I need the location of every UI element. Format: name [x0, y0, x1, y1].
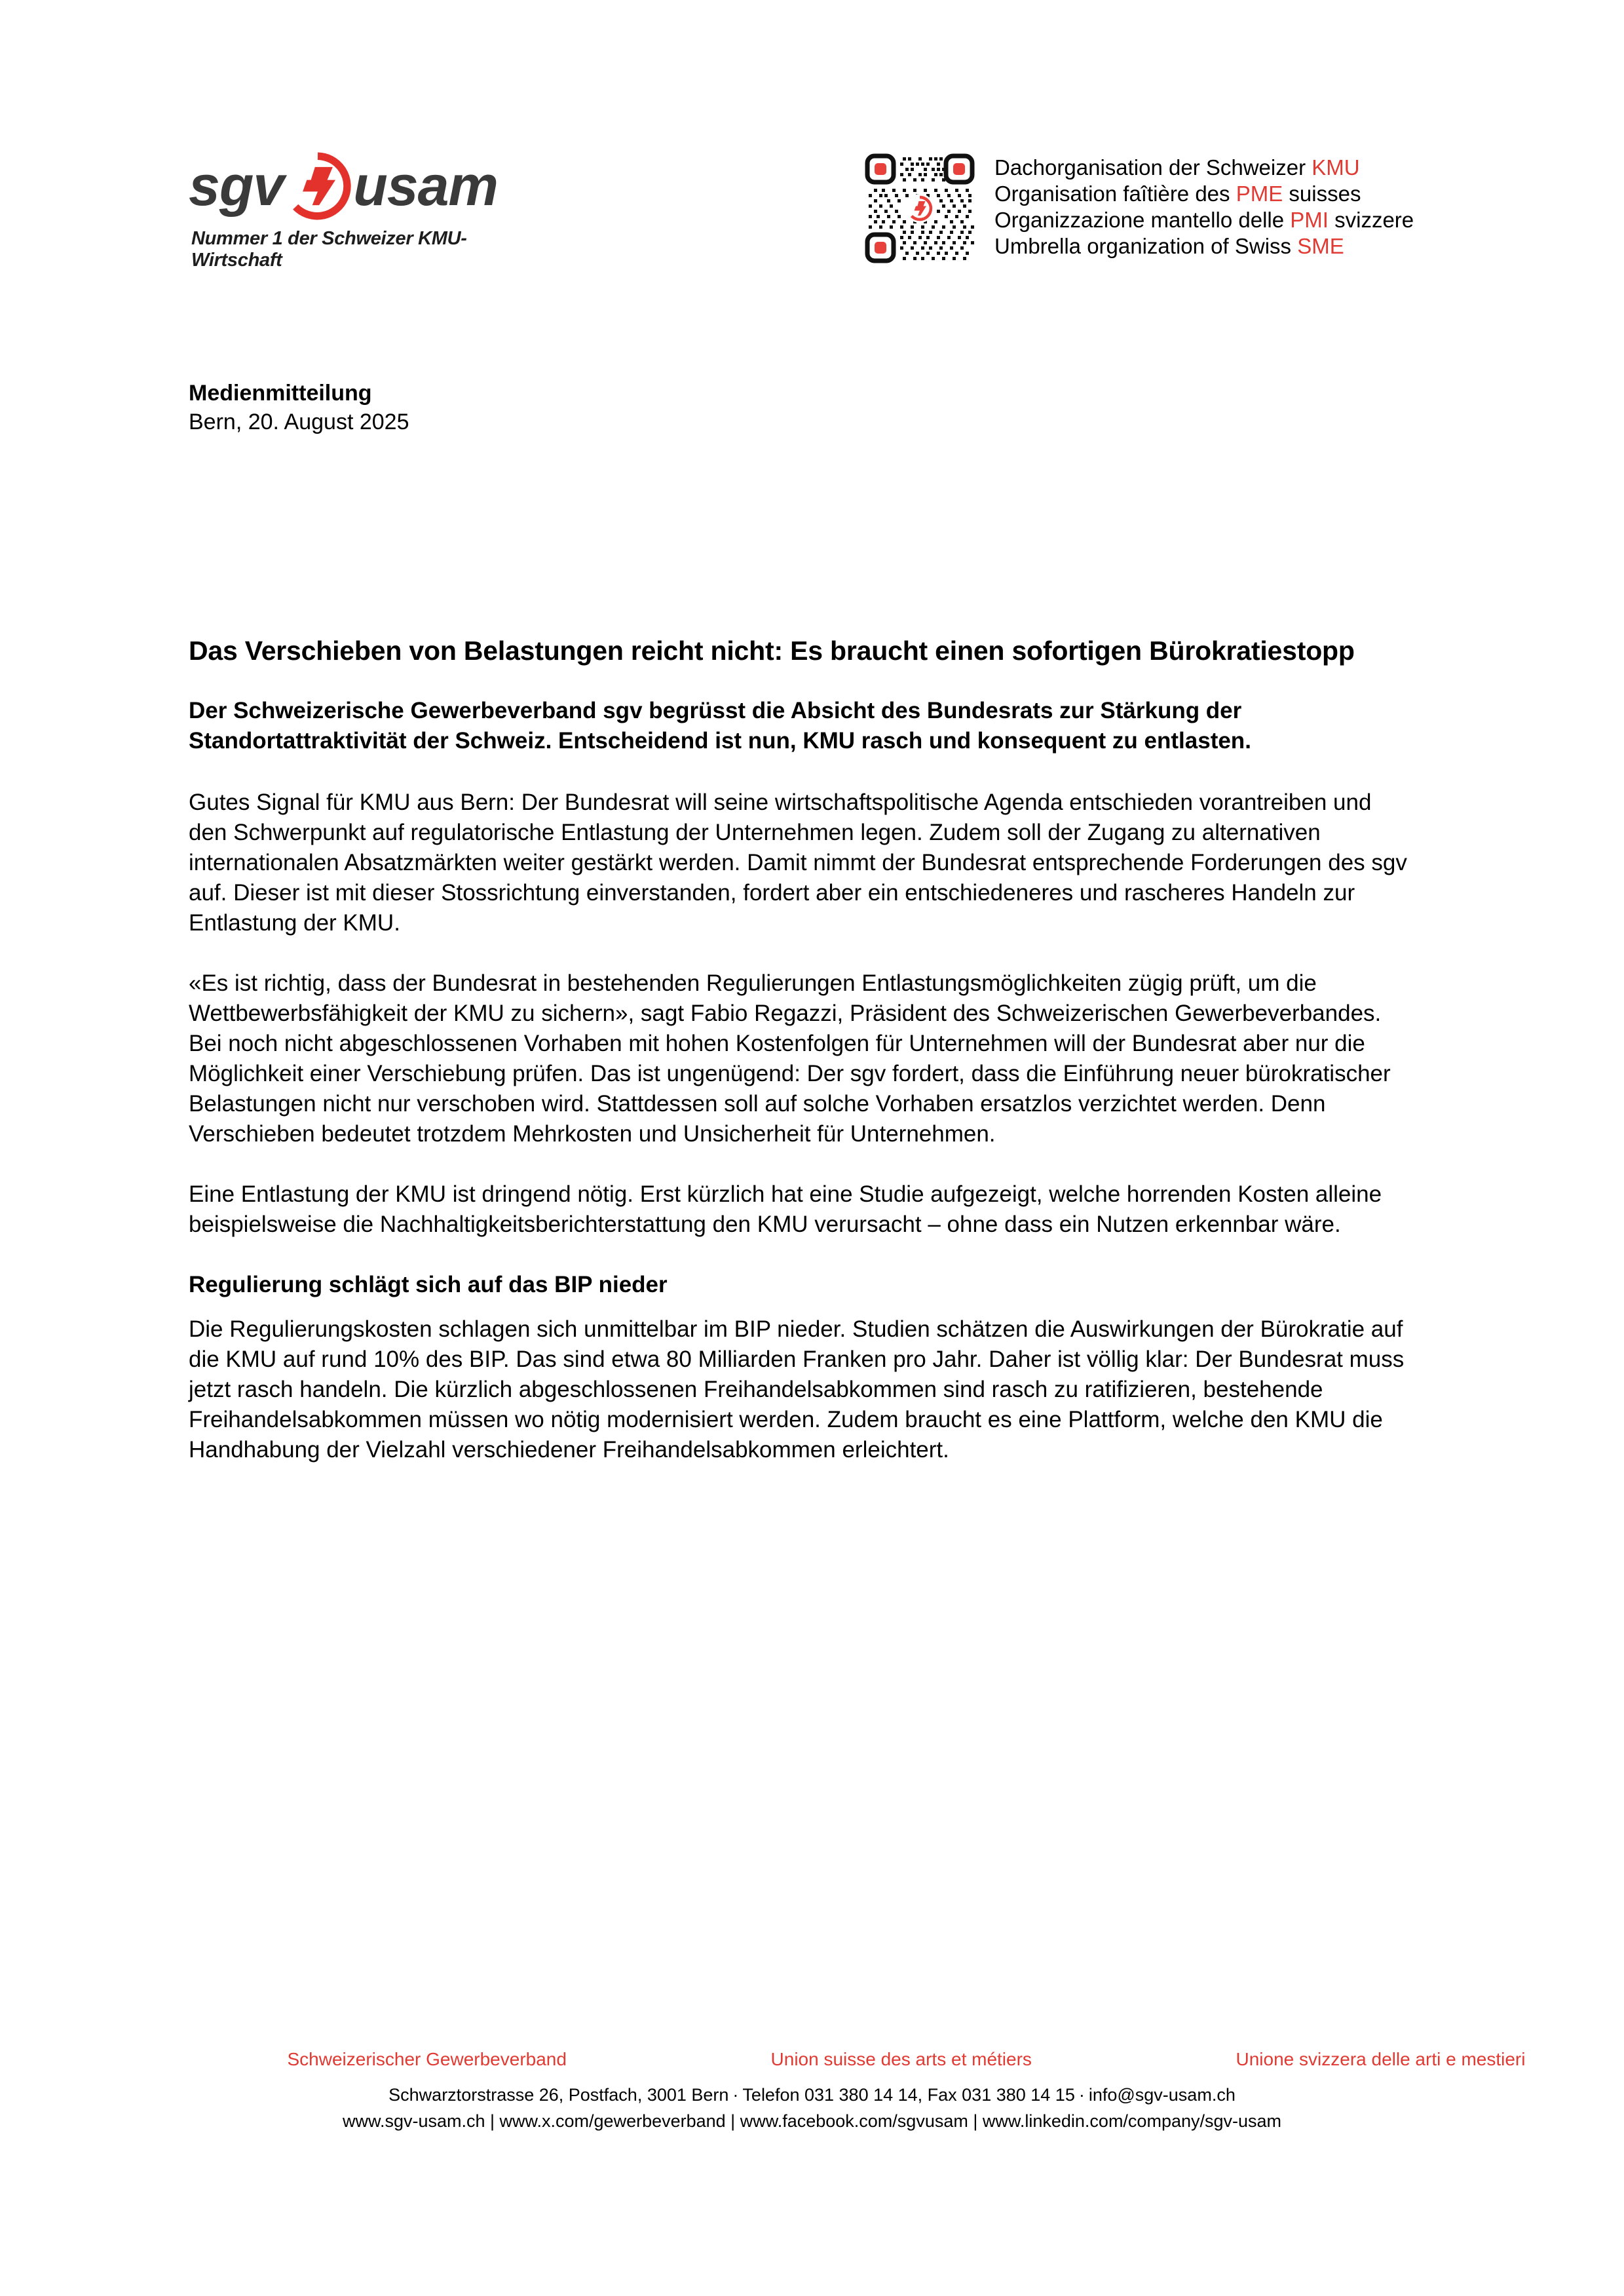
section-subheading: Regulierung schlägt sich auf das BIP nieder — [189, 1272, 668, 1297]
strapline-fr-text: Organisation faîtière des — [994, 182, 1236, 206]
document-meta — [189, 379, 1237, 436]
paragraph-4: Die Regulierungskosten schlagen sich unmittelbar im BIP nieder. Studien schätzen die Auswirkungen der Bürokratie auf die KMU auf rund 10% des BIP. Das sind etwa 80 Milliarden Franken pro Jahr. Daher ist völlig klar: Der Bundesrat muss jetzt rasch handeln. Die kürzlich abgeschlossenen Freihandelsabkommen sind rasch zu ratifizieren, bestehende Freihandelsabkommen müssen wo nötig modernisiert werden. Zudem braucht es eine Plattform, welche den KMU die Handhabung der Vielzahl verschiedener Freihandelsabkommen erleichtert. — [189, 1316, 1405, 1463]
sgv-usam-logo — [189, 149, 556, 271]
footer-separator-2: · — [1078, 2085, 1085, 2105]
footer-links-line[interactable] — [0, 2108, 1624, 2134]
strapline-en — [994, 233, 1414, 259]
footer-separator-1: · — [732, 2085, 739, 2105]
logo-tagline: Nummer 1 der Schweizer KMU-Wirtschaft — [191, 228, 467, 271]
footer-address: Schwarztorstrasse 26, Postfach, 3001 Bern — [388, 2085, 729, 2105]
footer-org-it: Unione svizzera delle arti e mestieri — [1236, 2049, 1526, 2069]
logo-wordmark-row — [189, 149, 556, 223]
document-footer — [0, 2048, 1624, 2134]
place-and-date: Bern, 20. August 2025 — [189, 410, 409, 434]
paragraph-1: Gutes Signal für KMU aus Bern: Der Bundesrat will seine wirtschaftspolitische Agenda entschieden vorantreiben und den Schwerpunkt auf regulatorische Entlastung der Unternehmen legen. Zudem soll der Zugang zu alternativen internationalen Absatzmärkten weiter gestärkt werden. Damit nimmt der Bundesrat entsprechende Forderungen des sgv auf. Dieser ist mit dieser Stossrichtung einverstanden, fordert aber ein entschiedeneres und rascheres Handeln zur Entlastung der KMU. — [189, 790, 1407, 936]
footer-contact-line — [0, 2082, 1624, 2108]
logo-word-usam: usam — [353, 155, 498, 218]
document-type-label: Medienmitteilung — [189, 381, 372, 406]
strapline-fr-after: suisses — [1283, 182, 1361, 206]
page-title: Das Verschieben von Belastungen reicht nicht: Es braucht einen sofortigen Bürokratiestopp — [189, 636, 1355, 666]
qr-code-icon[interactable] — [863, 152, 976, 265]
paragraph-3: Eine Entlastung der KMU ist dringend nötig. Erst kürzlich hat eine Studie aufgezeigt, welche horrenden Kosten alleine beispielsweise die Nachhaltigkeitsberichterstattung den KMU verursacht – ohne dass ein Nutzen erkennbar wäre. — [189, 1181, 1382, 1237]
paragraph-2: «Es ist richtig, dass der Bundesrat in bestehenden Regulierungen Entlastungsmöglichkeiten zügig prüft, um die Wettbewerbsfähigkeit der KMU zu sichern», sagt Fabio Regazzi, Präsident des Schweizerischen Gewerbeverbandes. Bei noch nicht abgeschlossenen Vorhaben mit hohen Kostenfolgen für Unternehmen will der Bundesrat aber nur die Möglichkeit einer Verschiebung prüfen. Das ist ungenügend: Der sgv fordert, dass die Einführung neuer bürokratischer Belastungen nicht nur verschoben wird. Stattdessen soll auf solche Vorhaben ersatzlos verzichtet werden. Denn Verschieben bedeutet trotzdem Mehrkosten und Unsicherheit für Unternehmen. — [189, 970, 1391, 1147]
strapline-fr-highlight: PME — [1236, 182, 1283, 206]
footer-org-de: Schweizerischer Gewerbeverband — [287, 2049, 567, 2069]
logo-word-sgv: sgv — [189, 155, 284, 218]
strapline-it-after: svizzere — [1328, 208, 1414, 232]
strapline-en-text: Umbrella organization of Swiss — [994, 234, 1298, 258]
footer-links[interactable]: www.sgv-usam.ch | www.x.com/gewerbeverband | www.facebook.com/sgvusam | www.linkedin.com/company/sgv-usam — [342, 2111, 1282, 2131]
document-header — [0, 149, 1624, 287]
multilingual-strapline — [994, 155, 1414, 259]
article-body — [189, 634, 1414, 1495]
footer-phone-fax: Telefon 031 380 14 14, Fax 031 380 14 15 — [742, 2085, 1075, 2105]
strapline-de — [994, 155, 1414, 181]
footer-org-fr: Union suisse des arts et métiers — [770, 2049, 1032, 2069]
strapline-de-highlight: KMU — [1312, 155, 1360, 180]
qr-and-strapline — [863, 152, 1414, 265]
strapline-fr — [994, 181, 1414, 207]
lead-paragraph: Der Schweizerische Gewerbeverband sgv begrüsst die Absicht des Bundesrats zur Stärkung der Standortattraktivität der Schweiz. Entscheidend ist nun, KMU rasch und konsequent zu entlasten. — [189, 698, 1251, 754]
strapline-en-highlight: SME — [1297, 234, 1344, 258]
footer-organization-names — [288, 2048, 1624, 2071]
strapline-it — [994, 207, 1414, 233]
swiss-cross-circle-icon — [284, 152, 352, 220]
strapline-it-highlight: PMI — [1290, 208, 1329, 232]
strapline-de-text: Dachorganisation der Schweizer — [994, 155, 1312, 180]
footer-email[interactable]: info@sgv-usam.ch — [1088, 2085, 1236, 2105]
strapline-it-text: Organizzazione mantello delle — [994, 208, 1291, 232]
